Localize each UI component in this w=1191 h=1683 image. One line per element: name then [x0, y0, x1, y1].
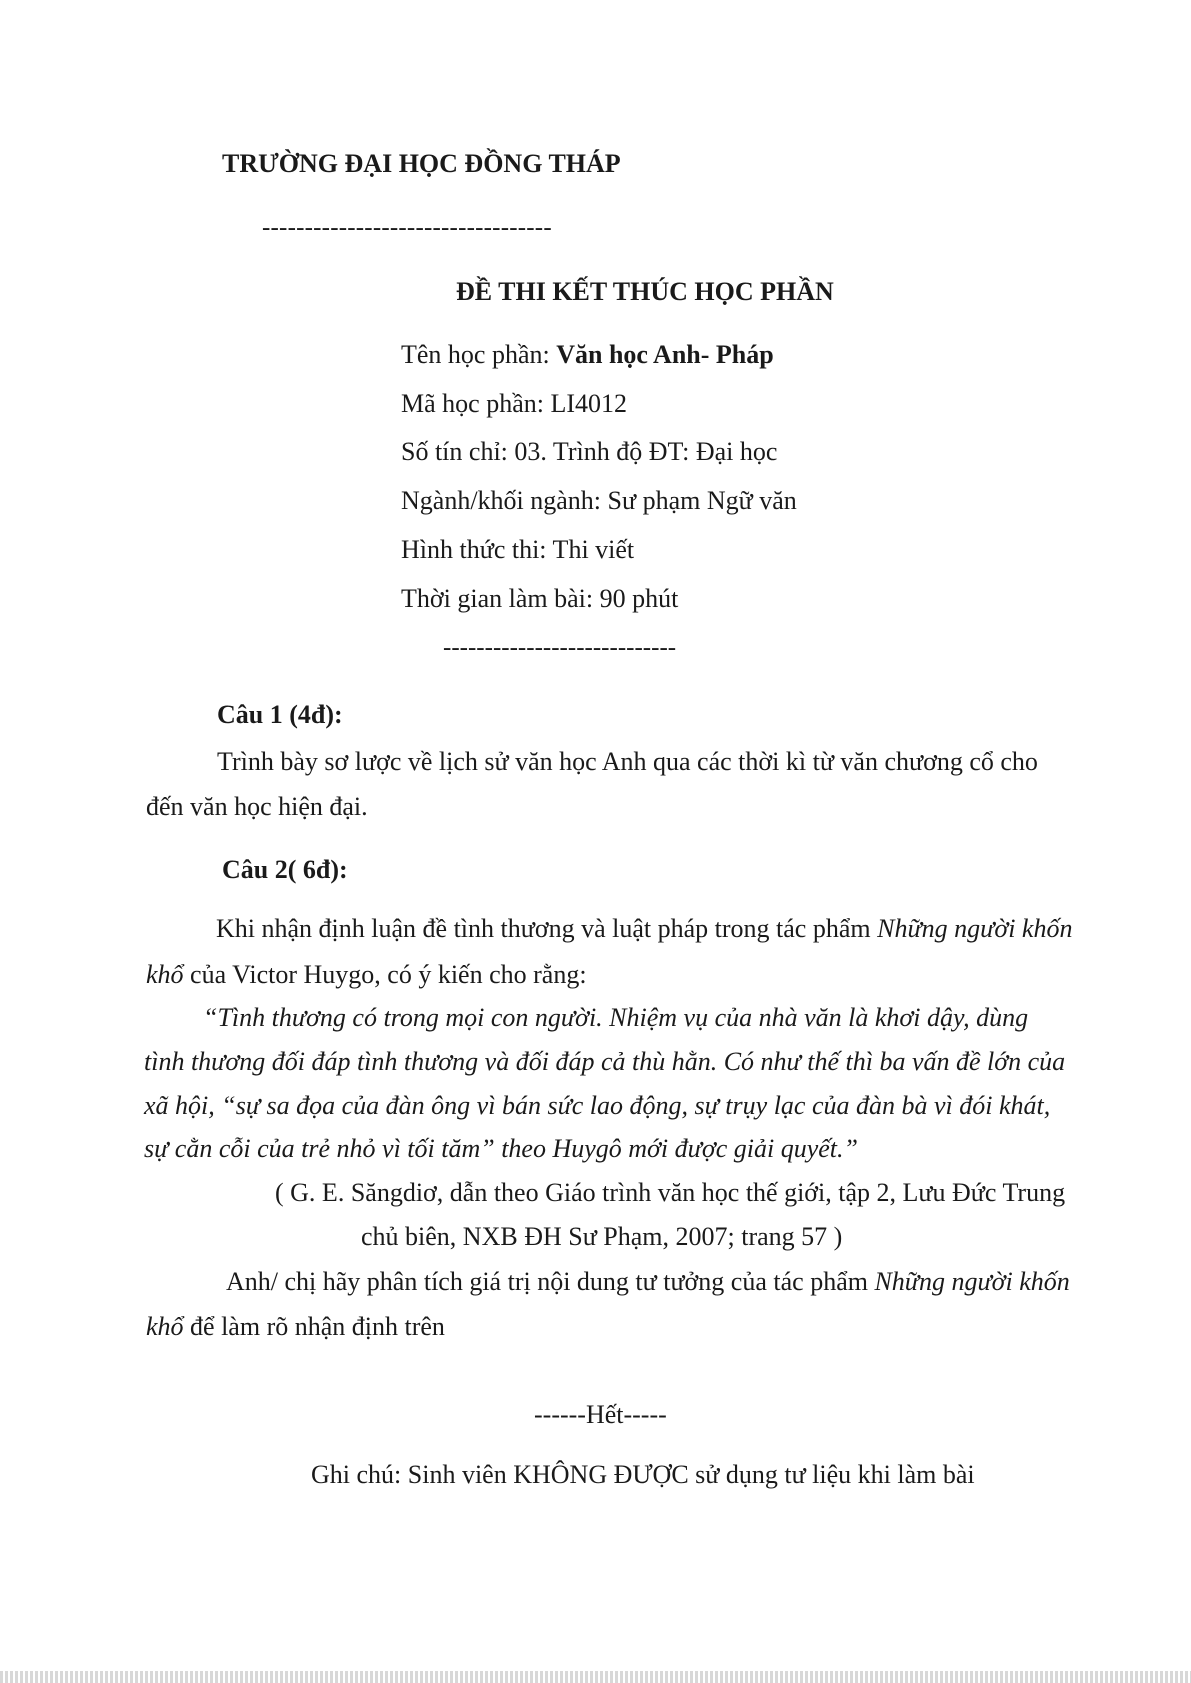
duration-line: Thời gian làm bài: 90 phút: [401, 584, 679, 613]
citation-line2: chủ biên, NXB ĐH Sư Phạm, 2007; trang 57 ): [361, 1222, 843, 1251]
question2-intro-line1: [216, 914, 1072, 944]
question2-intro-line2: [146, 960, 587, 990]
major-line: Ngành/khối ngành: Sư phạm Ngữ văn: [401, 486, 797, 515]
work-title: Những người khốn: [877, 914, 1073, 943]
citation-line1: ( G. E. Săngdiơ, dẫn theo Giáo trình văn học thế giới, tập 2, Lưu Đức Trung: [275, 1178, 1066, 1207]
task-work-title: Những người khốn: [874, 1267, 1070, 1296]
work-title-continued: khổ: [146, 960, 184, 989]
task-line1: [226, 1267, 1070, 1297]
question2-intro-rest: của Victor Huygo, có ý kiến cho rằng:: [190, 960, 587, 989]
course-code: Mã học phần: LI4012: [401, 389, 628, 418]
course-name: Văn học Anh- Pháp: [556, 340, 774, 369]
question1-text-line1: Trình bày sơ lược về lịch sử văn học Anh qua các thời kì từ văn chương cổ cho: [217, 747, 1038, 776]
course-name-line: [401, 340, 774, 370]
credits-line: Số tín chỉ: 03. Trình độ ĐT: Đại học: [401, 437, 778, 466]
course-name-label: Tên học phần:: [401, 340, 550, 369]
quote-line1: “Tình thương có trong mọi con người. Nhiệm vụ của nhà văn là khơi dậy, dùng: [203, 1003, 1029, 1032]
task-text: Anh/ chị hãy phân tích giá trị nội dung tư tưởng của tác phẩm: [226, 1267, 868, 1296]
school-name: TRƯỜNG ĐẠI HỌC ĐỒNG THÁP: [222, 149, 621, 178]
end-mark: ------Hết-----: [534, 1400, 667, 1429]
question1-text-line2: đến văn học hiện đại.: [146, 792, 368, 821]
task-work-title-continued: khổ: [146, 1312, 184, 1341]
question2-intro-text: Khi nhận định luận đề tình thương và luật pháp trong tác phẩm: [216, 914, 871, 943]
question2-heading: Câu 2( 6đ):: [222, 855, 348, 884]
task-line2: [146, 1312, 445, 1342]
task-text-rest: để làm rõ nhận định trên: [190, 1312, 445, 1341]
info-divider: ----------------------------: [443, 634, 677, 661]
school-divider: ----------------------------------: [262, 214, 552, 241]
question1-heading: Câu 1 (4đ):: [217, 700, 343, 729]
scan-edge: [0, 1671, 1191, 1683]
quote-line4: sự cằn cỗi của trẻ nhỏ vì tối tăm” theo Huygô mới được giải quyết.”: [144, 1134, 858, 1163]
footer-note: Ghi chú: Sinh viên KHÔNG ĐƯỢC sử dụng tư liệu khi làm bài: [311, 1460, 975, 1489]
exam-form-line: Hình thức thi: Thi viết: [401, 535, 635, 564]
quote-line2: tình thương đối đáp tình thương và đối đáp cả thù hằn. Có như thế thì ba vấn đề lớn của: [144, 1047, 1066, 1076]
quote-line3: xã hội, “sự sa đọa của đàn ông vì bán sức lao động, sự trụy lạc của đàn bà vì đói khát,: [144, 1091, 1051, 1120]
exam-title: ĐỀ THI KẾT THÚC HỌC PHẦN: [456, 277, 834, 306]
